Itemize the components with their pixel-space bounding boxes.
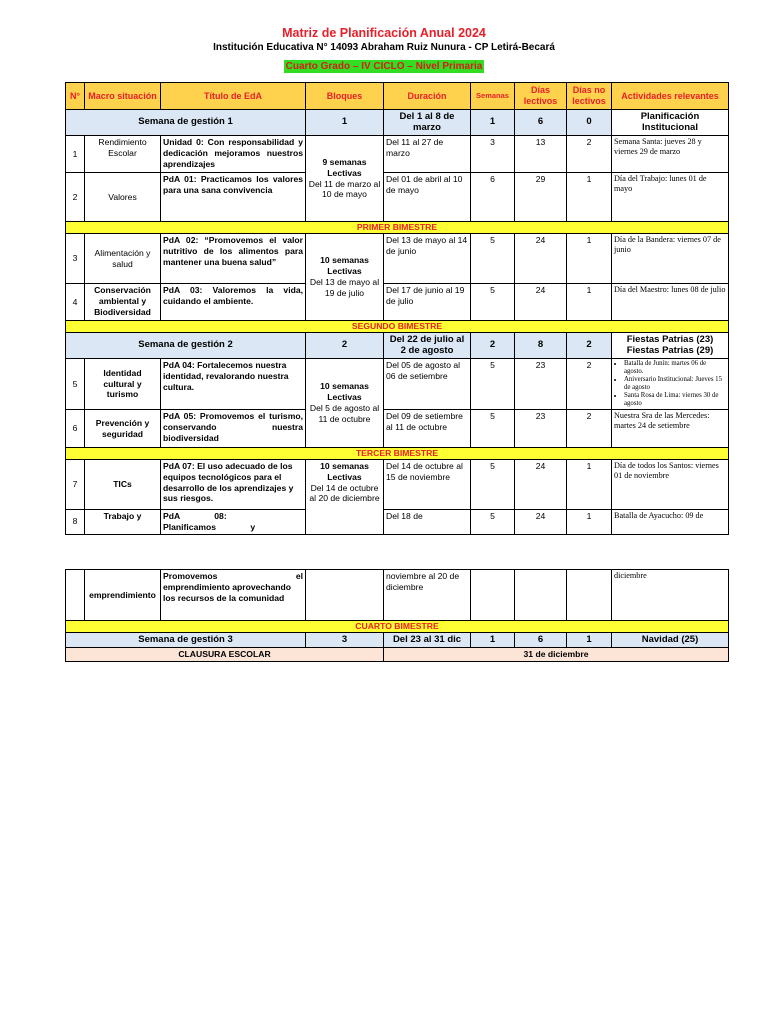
- row-macro: Conservación ambiental y Biodiversidad: [85, 284, 161, 321]
- gestion-bloques: 3: [306, 633, 384, 648]
- bloque-lectivas: Lectivas: [327, 471, 362, 482]
- row-duracion: Del 14 de octubre al 15 de noviembre: [384, 460, 471, 510]
- row-dias-lectivos: 23: [515, 410, 567, 448]
- gestion-row-1: [66, 110, 729, 136]
- bimestre-banner: CUARTO BIMESTRE: [66, 621, 729, 633]
- bloque-fechas: Del 14 de octubre al 20 de diciembre: [309, 482, 380, 504]
- clausura-date: 31 de diciembre: [384, 648, 729, 662]
- row-semanas: 5: [471, 410, 515, 448]
- row-actividades: Día del Maestro: lunes 08 de julio: [612, 284, 729, 321]
- gestion-actividades: Navidad (25): [612, 633, 729, 648]
- col-header-dias-no-lectivos: Días no lectivos: [567, 83, 612, 110]
- row-duracion: Del 09 de setiembre al 11 de octubre: [384, 410, 471, 448]
- row-duracion: Del 13 de mayo al 14 de junio: [384, 234, 471, 284]
- row-macro: Prevención y seguridad: [85, 410, 161, 448]
- gestion-duracion: Del 22 de julio al 2 de agosto: [384, 333, 471, 359]
- row-macro: Valores: [85, 173, 161, 222]
- row-dias-lectivos: 13: [515, 136, 567, 173]
- row-number: 4: [66, 284, 85, 321]
- grade-level-banner: Cuarto Grado – IV CICLO – Nivel Primaria: [285, 61, 483, 72]
- actividad-item: • Santa Rosa de Lima: viernes 30 de agosto: [624, 392, 726, 408]
- col-header-titulo: Título de EdA: [161, 83, 306, 110]
- document-title: Matriz de Planificación Anual 2024: [282, 26, 486, 40]
- bloque-fechas: Del 13 de mayo al 19 de julio: [309, 277, 380, 298]
- row-titulo: PdA 04: Fortalecemos nuestra identidad, revalorando nuestra cultura.: [161, 359, 306, 410]
- row-duracion: Del 18 de: [384, 510, 471, 535]
- row-dias-lectivos: 24: [515, 510, 567, 535]
- table-row: [66, 173, 729, 222]
- row-actividades: Nuestra Sra de las Mercedes: martes 24 de setiembre: [612, 410, 729, 448]
- row-macro: Rendimiento Escolar: [85, 136, 161, 173]
- institution-name: Institución Educativa N° 14093 Abraham Ruiz Nunura - CP Letirá-Becará: [213, 42, 555, 53]
- row-dias-no-lectivos: 2: [567, 136, 612, 173]
- gestion-dias-lectivos: 8: [515, 333, 567, 359]
- table-row: [66, 359, 729, 410]
- bloque-semanas: 9 semanas: [322, 156, 367, 167]
- col-header-bloques: Bloques: [306, 83, 384, 110]
- row-macro: Identidad cultural y turismo: [85, 359, 161, 410]
- row-macro: Trabajo y: [85, 510, 161, 535]
- row-actividades: diciembre: [612, 570, 729, 621]
- bloque-cell: [306, 359, 384, 448]
- row-macro: TICs: [85, 460, 161, 510]
- gestion-semanas: 2: [471, 333, 515, 359]
- row-titulo: PdA 08: Planificamos y: [161, 510, 306, 535]
- gestion-dias-no-lectivos: 0: [567, 110, 612, 136]
- row-semanas: 5: [471, 510, 515, 535]
- col-header-dias-lectivos: Días lectivos: [515, 83, 567, 110]
- row-titulo: PdA 01: Practicamos los valores para una sana convivencia: [161, 173, 306, 222]
- row-dias-lectivos: 29: [515, 173, 567, 222]
- table-row: [66, 284, 729, 321]
- bimestre-banner: TERCER BIMESTRE: [66, 448, 729, 460]
- row-dias-no-lectivos: 1: [567, 460, 612, 510]
- gestion-actividad: Fiestas Patrias (23): [626, 333, 714, 345]
- table-row: [66, 460, 729, 510]
- row-actividades: Día del Trabajo: lunes 01 de mayo: [612, 173, 729, 222]
- gestion-bloques: 1: [306, 110, 384, 136]
- gestion-actividad: Fiestas Patrias (29): [626, 344, 714, 356]
- row-titulo-part: el: [295, 571, 303, 581]
- bimestre-banner: PRIMER BIMESTRE: [66, 222, 729, 234]
- bloque-lectivas: Lectivas: [327, 167, 362, 178]
- gestion-semanas: 1: [471, 110, 515, 136]
- clausura-row: [66, 648, 729, 662]
- row-semanas: 5: [471, 234, 515, 284]
- col-header-n: N°: [66, 83, 85, 110]
- row-duracion: Del 17 de junio al 19 de julio: [384, 284, 471, 321]
- table-row: [66, 136, 729, 173]
- row-dias-no-lectivos: 2: [567, 410, 612, 448]
- gestion-duracion: Del 1 al 8 de marzo: [384, 110, 471, 136]
- row-titulo: [161, 570, 306, 621]
- row-dias-no-lectivos: 2: [567, 359, 612, 410]
- row-dias-lectivos: 24: [515, 284, 567, 321]
- row-dias-no-lectivos: 1: [567, 510, 612, 535]
- row-duracion: Del 01 de abril al 10 de mayo: [384, 173, 471, 222]
- bloque-semanas: 10 semanas: [320, 381, 369, 392]
- bloque-fechas: Del 11 de marzo al 10 de mayo: [308, 178, 381, 200]
- row-titulo-part: emprendimiento aprovechando los recursos de la comunidad: [163, 581, 291, 603]
- row-dias-lectivos: 23: [515, 359, 567, 410]
- row-actividades: Día de la Bandera: viernes 07 de junio: [612, 234, 729, 284]
- row-semanas: 5: [471, 359, 515, 410]
- col-header-actividades: Actividades relevantes: [612, 83, 729, 110]
- col-header-semanas: Semanas: [471, 83, 515, 110]
- gestion-label: Semana de gestión 1: [66, 110, 306, 136]
- table-row: [66, 234, 729, 284]
- row-number: 2: [66, 173, 85, 222]
- gestion-label: Semana de gestión 2: [66, 333, 306, 359]
- row-actividades: Día de todos los Santos: viernes 01 de noviembre: [612, 460, 729, 510]
- row-number: 7: [66, 460, 85, 510]
- planning-matrix-table: [65, 82, 729, 535]
- row-dias-no-lectivos: 1: [567, 284, 612, 321]
- gestion-dias-lectivos: 6: [515, 110, 567, 136]
- row-semanas: 5: [471, 284, 515, 321]
- row-titulo: PdA 05: Promovemos el turismo, conservando nuestra biodiversidad: [161, 410, 306, 448]
- gestion-dias-no-lectivos: 2: [567, 333, 612, 359]
- bloque-cell: [306, 234, 384, 321]
- gestion-actividades: Planificación Institucional: [612, 110, 729, 136]
- table-row: [66, 510, 729, 535]
- row-dias-no-lectivos: 1: [567, 234, 612, 284]
- bloque-fechas: Del 5 de agosto al 11 de octubre: [309, 403, 380, 424]
- row-number: 8: [66, 510, 85, 535]
- gestion-dias-no-lectivos: 1: [567, 633, 612, 648]
- bloque-semanas: 10 semanas: [320, 255, 369, 266]
- gestion-row-2: [66, 333, 729, 359]
- row-actividades: Semana Santa: jueves 28 y viernes 29 de marzo: [612, 136, 729, 173]
- gestion-duracion: Del 23 al 31 dic: [384, 633, 471, 648]
- row-duracion: Del 05 de agosto al 06 de setiembre: [384, 359, 471, 410]
- actividad-item: • Aniversario Institucional: Jueves 15 de agosto: [624, 376, 726, 392]
- row-number: 3: [66, 234, 85, 284]
- row-macro: emprendimiento: [85, 570, 161, 621]
- row-duracion: noviembre al 20 de diciembre: [384, 570, 471, 621]
- row-duracion: Del 11 al 27 de marzo: [384, 136, 471, 173]
- col-header-duracion: Duración: [384, 83, 471, 110]
- bloque-cell: [306, 136, 384, 222]
- row-macro: Alimentación y salud: [85, 234, 161, 284]
- table-row: [66, 410, 729, 448]
- bloque-lectivas: Lectivas: [327, 392, 362, 403]
- table-row-continued: [66, 570, 729, 621]
- planning-matrix-table-continued: [65, 569, 729, 662]
- table-header-row: [66, 83, 729, 110]
- gestion-dias-lectivos: 6: [515, 633, 567, 648]
- row-actividades: Batalla de Ayacucho: 09 de: [612, 510, 729, 535]
- row-semanas: 5: [471, 460, 515, 510]
- row-number: 1: [66, 136, 85, 173]
- row-number: 5: [66, 359, 85, 410]
- row-titulo: PdA 03: Valoremos la vida, cuidando el ambiente.: [161, 284, 306, 321]
- gestion-semanas: 1: [471, 633, 515, 648]
- row-dias-lectivos: 24: [515, 234, 567, 284]
- row-actividades: [612, 359, 729, 410]
- row-titulo-part: Promovemos: [163, 571, 218, 581]
- bloque-lectivas: Lectivas: [327, 266, 362, 277]
- gestion-label: Semana de gestión 3: [66, 633, 306, 648]
- row-titulo: PdA 02: “Promovemos el valor nutritivo de los alimentos para mantener una buena salud”: [161, 234, 306, 284]
- bloque-cell: [306, 460, 384, 535]
- gestion-actividades: [612, 333, 729, 359]
- row-dias-lectivos: 24: [515, 460, 567, 510]
- bimestre-banner: SEGUNDO BIMESTRE: [66, 321, 729, 333]
- bloque-semanas: 10 semanas: [320, 461, 369, 471]
- row-dias-no-lectivos: 1: [567, 173, 612, 222]
- col-header-macro: Macro situación: [85, 83, 161, 110]
- row-titulo: PdA 07: El uso adecuado de los equipos tecnológicos para el desarrollo de los aprendizajes y sus riesgos.: [161, 460, 306, 510]
- row-semanas: 3: [471, 136, 515, 173]
- actividad-item: • Batalla de Junín: martes 06 de agosto.: [624, 360, 726, 376]
- row-number: 6: [66, 410, 85, 448]
- row-titulo: Unidad 0: Con responsabilidad y dedicación mejoramos nuestros aprendizajes: [161, 136, 306, 173]
- clausura-label: CLAUSURA ESCOLAR: [66, 648, 384, 662]
- gestion-row-3: [66, 633, 729, 648]
- row-semanas: 6: [471, 173, 515, 222]
- gestion-bloques: 2: [306, 333, 384, 359]
